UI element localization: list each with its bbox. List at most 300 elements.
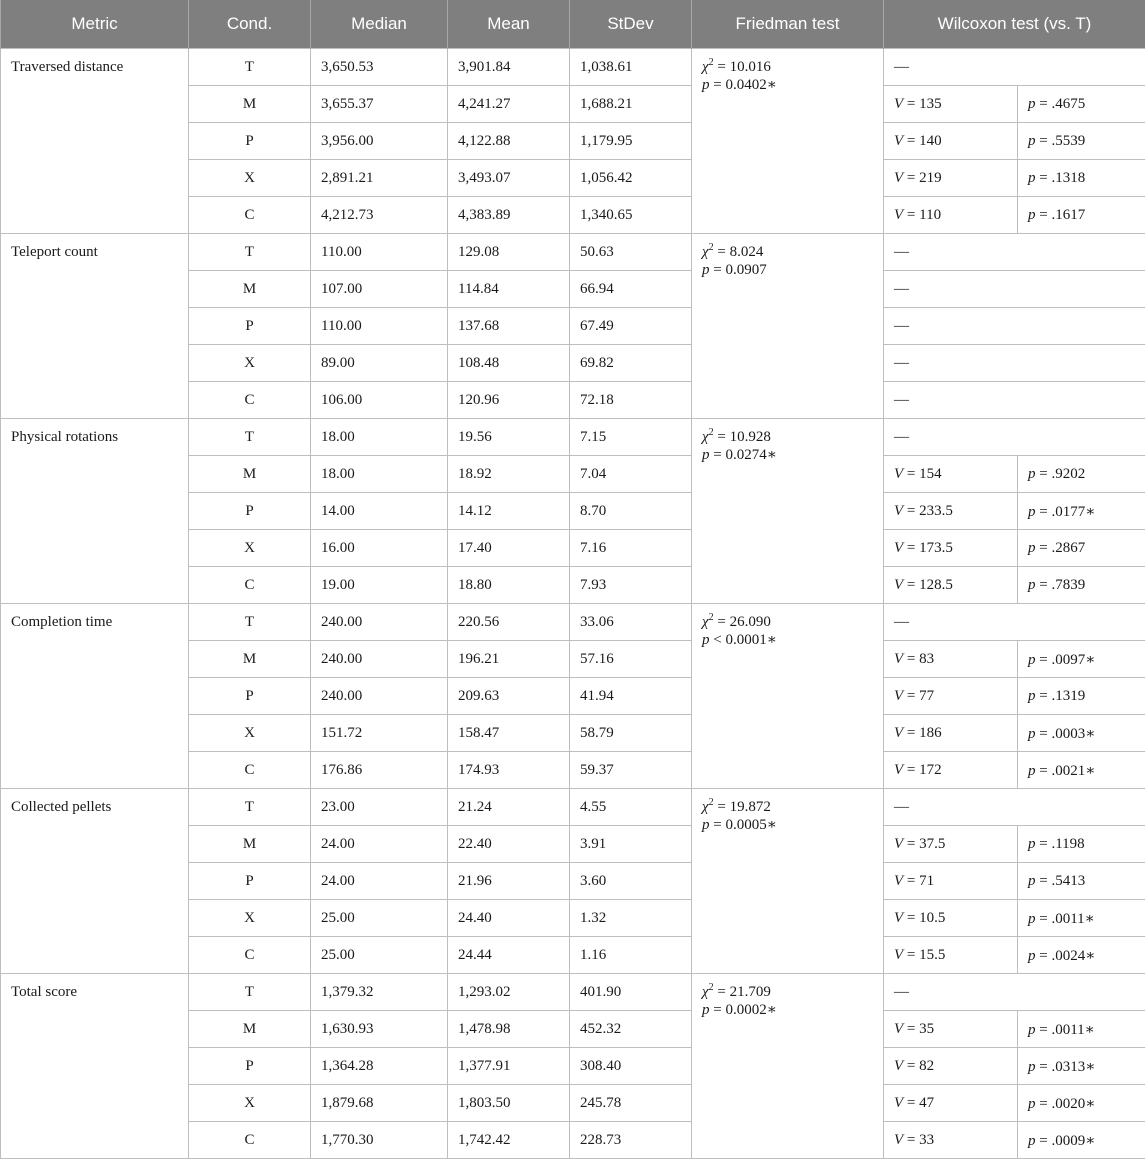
stdev-cell: 1,688.21 <box>570 86 692 123</box>
stdev-cell: 1.32 <box>570 900 692 937</box>
cond-cell: X <box>189 345 311 382</box>
wilcoxon-dash: — <box>884 604 1145 641</box>
wilcoxon-v-cell <box>884 641 1018 678</box>
cond-cell: X <box>189 1085 311 1122</box>
stdev-cell: 1,179.95 <box>570 123 692 160</box>
v-symbol: V <box>894 1131 904 1148</box>
v-value: = 71 <box>903 872 935 889</box>
v-symbol: V <box>894 465 904 482</box>
friedman-chi-line <box>702 243 873 261</box>
mean-cell: 21.24 <box>448 789 570 826</box>
chi-exponent: 2 <box>708 982 714 993</box>
v-symbol: V <box>894 576 904 593</box>
cond-cell: T <box>189 49 311 86</box>
stdev-cell: 41.94 <box>570 678 692 715</box>
v-symbol: V <box>894 1057 904 1074</box>
stdev-cell: 66.94 <box>570 271 692 308</box>
friedman-chi-line <box>702 428 873 446</box>
p-value: = .5539 <box>1035 132 1086 149</box>
median-cell: 19.00 <box>311 567 448 604</box>
wilcoxon-p-cell <box>1018 678 1145 715</box>
friedman-chi-line <box>702 58 873 76</box>
chi-symbol: χ <box>702 984 709 1000</box>
stdev-cell: 1,056.42 <box>570 160 692 197</box>
median-cell: 106.00 <box>311 382 448 419</box>
mean-cell: 22.40 <box>448 826 570 863</box>
wilcoxon-p-cell <box>1018 123 1145 160</box>
median-cell: 25.00 <box>311 937 448 974</box>
cond-cell: C <box>189 752 311 789</box>
stdev-cell: 228.73 <box>570 1122 692 1159</box>
cond-cell: T <box>189 604 311 641</box>
mean-cell: 108.48 <box>448 345 570 382</box>
p-value: = 0.0907 <box>709 262 767 278</box>
v-symbol: V <box>894 724 904 741</box>
median-cell: 25.00 <box>311 900 448 937</box>
friedman-p-line <box>702 1001 873 1019</box>
friedman-cell <box>692 234 884 419</box>
median-cell: 18.00 <box>311 456 448 493</box>
cond-cell: X <box>189 715 311 752</box>
mean-cell: 24.44 <box>448 937 570 974</box>
wilcoxon-p-cell <box>1018 160 1145 197</box>
cond-cell: P <box>189 308 311 345</box>
mean-cell: 3,493.07 <box>448 160 570 197</box>
p-symbol: p <box>1028 169 1036 186</box>
cond-cell: P <box>189 1048 311 1085</box>
v-symbol: V <box>894 835 904 852</box>
p-symbol: p <box>1028 539 1036 556</box>
wilcoxon-v-cell <box>884 1011 1018 1048</box>
p-value: = .2867 <box>1035 539 1086 556</box>
friedman-chi-line <box>702 983 873 1001</box>
friedman-cell <box>692 789 884 974</box>
wilcoxon-v-cell <box>884 715 1018 752</box>
wilcoxon-v-cell <box>884 86 1018 123</box>
chi-value: = 8.024 <box>713 244 764 260</box>
cond-cell: M <box>189 86 311 123</box>
p-value: = .0177∗ <box>1035 503 1096 520</box>
wilcoxon-p-cell <box>1018 937 1145 974</box>
mean-cell: 21.96 <box>448 863 570 900</box>
wilcoxon-p-cell <box>1018 86 1145 123</box>
chi-symbol: χ <box>702 429 709 445</box>
metric-name: Collected pellets <box>1 789 189 974</box>
p-symbol: p <box>1028 651 1036 668</box>
wilcoxon-v-cell <box>884 900 1018 937</box>
mean-cell: 120.96 <box>448 382 570 419</box>
wilcoxon-v-cell <box>884 1085 1018 1122</box>
header-row <box>1 0 1145 49</box>
table-row <box>1 234 1145 271</box>
cond-cell: P <box>189 493 311 530</box>
v-symbol: V <box>894 872 904 889</box>
stdev-cell: 33.06 <box>570 604 692 641</box>
header-stdev: StDev <box>570 0 692 49</box>
median-cell: 4,212.73 <box>311 197 448 234</box>
p-value: = .0313∗ <box>1035 1058 1096 1075</box>
p-symbol: p <box>1028 725 1036 742</box>
cond-cell: X <box>189 530 311 567</box>
p-value: = 0.0002∗ <box>709 1002 777 1018</box>
cond-cell: X <box>189 160 311 197</box>
mean-cell: 114.84 <box>448 271 570 308</box>
cond-cell: M <box>189 641 311 678</box>
chi-symbol: χ <box>702 614 709 630</box>
mean-cell: 1,293.02 <box>448 974 570 1011</box>
header-cond: Cond. <box>189 0 311 49</box>
stdev-cell: 452.32 <box>570 1011 692 1048</box>
v-value: = 37.5 <box>903 835 946 852</box>
p-value: = .0097∗ <box>1035 651 1096 668</box>
wilcoxon-v-cell <box>884 456 1018 493</box>
chi-symbol: χ <box>702 59 709 75</box>
metric-name: Traversed distance <box>1 49 189 234</box>
wilcoxon-p-cell <box>1018 826 1145 863</box>
cond-cell: P <box>189 863 311 900</box>
v-symbol: V <box>894 132 904 149</box>
mean-cell: 19.56 <box>448 419 570 456</box>
median-cell: 24.00 <box>311 863 448 900</box>
p-symbol: p <box>1028 762 1036 779</box>
table-row <box>1 974 1145 1011</box>
wilcoxon-p-cell <box>1018 197 1145 234</box>
stdev-cell: 8.70 <box>570 493 692 530</box>
mean-cell: 137.68 <box>448 308 570 345</box>
v-value: = 82 <box>903 1057 935 1074</box>
stdev-cell: 50.63 <box>570 234 692 271</box>
v-value: = 154 <box>903 465 942 482</box>
metric-name: Completion time <box>1 604 189 789</box>
median-cell: 1,879.68 <box>311 1085 448 1122</box>
v-value: = 83 <box>903 650 935 667</box>
stdev-cell: 67.49 <box>570 308 692 345</box>
mean-cell: 209.63 <box>448 678 570 715</box>
median-cell: 1,770.30 <box>311 1122 448 1159</box>
mean-cell: 1,742.42 <box>448 1122 570 1159</box>
wilcoxon-v-cell <box>884 530 1018 567</box>
chi-exponent: 2 <box>708 242 714 253</box>
wilcoxon-v-cell <box>884 493 1018 530</box>
chi-exponent: 2 <box>708 427 714 438</box>
table-row <box>1 789 1145 826</box>
wilcoxon-p-cell <box>1018 863 1145 900</box>
stdev-cell: 308.40 <box>570 1048 692 1085</box>
median-cell: 1,379.32 <box>311 974 448 1011</box>
stdev-cell: 72.18 <box>570 382 692 419</box>
p-symbol: p <box>1028 206 1036 223</box>
median-cell: 24.00 <box>311 826 448 863</box>
wilcoxon-dash: — <box>884 345 1145 382</box>
p-value: = .1198 <box>1035 835 1085 852</box>
stdev-cell: 3.91 <box>570 826 692 863</box>
wilcoxon-dash: — <box>884 382 1145 419</box>
cond-cell: P <box>189 123 311 160</box>
p-value: = .0011∗ <box>1035 910 1095 927</box>
wilcoxon-v-cell <box>884 678 1018 715</box>
stdev-cell: 7.04 <box>570 456 692 493</box>
mean-cell: 158.47 <box>448 715 570 752</box>
mean-cell: 18.92 <box>448 456 570 493</box>
v-value: = 140 <box>903 132 942 149</box>
mean-cell: 18.80 <box>448 567 570 604</box>
v-value: = 233.5 <box>903 502 953 519</box>
cond-cell: P <box>189 678 311 715</box>
p-symbol: p <box>702 77 710 93</box>
wilcoxon-p-cell <box>1018 900 1145 937</box>
p-value: = .5413 <box>1035 872 1086 889</box>
v-symbol: V <box>894 909 904 926</box>
median-cell: 110.00 <box>311 234 448 271</box>
friedman-cell <box>692 604 884 789</box>
v-symbol: V <box>894 946 904 963</box>
wilcoxon-p-cell <box>1018 493 1145 530</box>
stdev-cell: 1,340.65 <box>570 197 692 234</box>
v-symbol: V <box>894 1094 904 1111</box>
cond-cell: T <box>189 234 311 271</box>
p-value: = .0009∗ <box>1035 1132 1096 1149</box>
friedman-cell <box>692 49 884 234</box>
metric-name: Physical rotations <box>1 419 189 604</box>
p-symbol: p <box>1028 132 1036 149</box>
p-symbol: p <box>1028 95 1036 112</box>
stdev-cell: 4.55 <box>570 789 692 826</box>
v-value: = 186 <box>903 724 942 741</box>
p-symbol: p <box>1028 576 1036 593</box>
median-cell: 240.00 <box>311 641 448 678</box>
cond-cell: M <box>189 1011 311 1048</box>
wilcoxon-p-cell <box>1018 715 1145 752</box>
v-symbol: V <box>894 502 904 519</box>
friedman-p-line <box>702 631 873 649</box>
v-symbol: V <box>894 1020 904 1037</box>
chi-value: = 19.872 <box>713 799 771 815</box>
p-value: = 0.0005∗ <box>709 817 777 833</box>
chi-exponent: 2 <box>708 57 714 68</box>
p-symbol: p <box>1028 687 1036 704</box>
friedman-p-line <box>702 446 873 464</box>
chi-value: = 26.090 <box>713 614 771 630</box>
cond-cell: T <box>189 789 311 826</box>
stdev-cell: 7.93 <box>570 567 692 604</box>
stdev-cell: 69.82 <box>570 345 692 382</box>
chi-exponent: 2 <box>708 612 714 623</box>
v-symbol: V <box>894 650 904 667</box>
p-value: = .9202 <box>1035 465 1086 482</box>
v-symbol: V <box>894 169 904 186</box>
p-symbol: p <box>1028 503 1036 520</box>
v-value: = 15.5 <box>903 946 946 963</box>
mean-cell: 220.56 <box>448 604 570 641</box>
mean-cell: 196.21 <box>448 641 570 678</box>
v-symbol: V <box>894 206 904 223</box>
p-value: = .0024∗ <box>1035 947 1096 964</box>
wilcoxon-v-cell <box>884 567 1018 604</box>
mean-cell: 3,901.84 <box>448 49 570 86</box>
v-value: = 77 <box>903 687 935 704</box>
header-wilcoxon: Wilcoxon test (vs. T) <box>884 0 1145 49</box>
wilcoxon-p-cell <box>1018 1048 1145 1085</box>
table-row <box>1 419 1145 456</box>
mean-cell: 17.40 <box>448 530 570 567</box>
p-value: = .1617 <box>1035 206 1086 223</box>
stdev-cell: 59.37 <box>570 752 692 789</box>
cond-cell: C <box>189 197 311 234</box>
median-cell: 110.00 <box>311 308 448 345</box>
v-value: = 35 <box>903 1020 935 1037</box>
chi-symbol: χ <box>702 244 709 260</box>
mean-cell: 4,122.88 <box>448 123 570 160</box>
v-symbol: V <box>894 539 904 556</box>
p-value: = 0.0402∗ <box>709 77 777 93</box>
p-value: = .0021∗ <box>1035 762 1096 779</box>
median-cell: 107.00 <box>311 271 448 308</box>
wilcoxon-p-cell <box>1018 567 1145 604</box>
friedman-p-line <box>702 816 873 834</box>
friedman-cell <box>692 419 884 604</box>
wilcoxon-v-cell <box>884 1048 1018 1085</box>
wilcoxon-dash: — <box>884 49 1145 86</box>
cond-cell: M <box>189 456 311 493</box>
chi-value: = 10.016 <box>713 59 771 75</box>
p-value: = .7839 <box>1035 576 1086 593</box>
p-symbol: p <box>702 817 710 833</box>
cond-cell: C <box>189 382 311 419</box>
p-symbol: p <box>1028 1021 1036 1038</box>
wilcoxon-dash: — <box>884 789 1145 826</box>
p-value: = .4675 <box>1035 95 1086 112</box>
friedman-p-line <box>702 76 873 94</box>
stdev-cell: 401.90 <box>570 974 692 1011</box>
mean-cell: 1,377.91 <box>448 1048 570 1085</box>
median-cell: 14.00 <box>311 493 448 530</box>
cond-cell: M <box>189 271 311 308</box>
wilcoxon-dash: — <box>884 271 1145 308</box>
median-cell: 89.00 <box>311 345 448 382</box>
table-row <box>1 604 1145 641</box>
p-symbol: p <box>1028 1058 1036 1075</box>
p-value: = .0020∗ <box>1035 1095 1096 1112</box>
median-cell: 18.00 <box>311 419 448 456</box>
p-value: = .0003∗ <box>1035 725 1096 742</box>
median-cell: 151.72 <box>311 715 448 752</box>
stdev-cell: 58.79 <box>570 715 692 752</box>
wilcoxon-p-cell <box>1018 456 1145 493</box>
wilcoxon-v-cell <box>884 863 1018 900</box>
wilcoxon-dash: — <box>884 234 1145 271</box>
table-row <box>1 49 1145 86</box>
mean-cell: 1,803.50 <box>448 1085 570 1122</box>
v-symbol: V <box>894 95 904 112</box>
wilcoxon-p-cell <box>1018 1085 1145 1122</box>
median-cell: 3,655.37 <box>311 86 448 123</box>
cond-cell: T <box>189 419 311 456</box>
wilcoxon-v-cell <box>884 1122 1018 1159</box>
v-value: = 10.5 <box>903 909 946 926</box>
v-value: = 128.5 <box>903 576 953 593</box>
mean-cell: 129.08 <box>448 234 570 271</box>
mean-cell: 1,478.98 <box>448 1011 570 1048</box>
wilcoxon-p-cell <box>1018 1011 1145 1048</box>
mean-cell: 4,383.89 <box>448 197 570 234</box>
p-value: = .1319 <box>1035 687 1086 704</box>
cond-cell: M <box>189 826 311 863</box>
p-value: = 0.0274∗ <box>709 447 777 463</box>
wilcoxon-v-cell <box>884 160 1018 197</box>
v-value: = 172 <box>903 761 942 778</box>
median-cell: 23.00 <box>311 789 448 826</box>
p-symbol: p <box>1028 1132 1036 1149</box>
v-value: = 110 <box>903 206 942 223</box>
friedman-chi-line <box>702 613 873 631</box>
p-value: = .0011∗ <box>1035 1021 1095 1038</box>
header-friedman: Friedman test <box>692 0 884 49</box>
mean-cell: 14.12 <box>448 493 570 530</box>
v-symbol: V <box>894 761 904 778</box>
stdev-cell: 7.16 <box>570 530 692 567</box>
p-value: = .1318 <box>1035 169 1086 186</box>
metric-name: Total score <box>1 974 189 1159</box>
chi-exponent: 2 <box>708 797 714 808</box>
p-symbol: p <box>702 632 710 648</box>
p-value: < 0.0001∗ <box>709 632 777 648</box>
friedman-p-line <box>702 261 873 279</box>
p-symbol: p <box>1028 835 1036 852</box>
chi-value: = 10.928 <box>713 429 771 445</box>
cond-cell: T <box>189 974 311 1011</box>
v-value: = 33 <box>903 1131 935 1148</box>
header-metric: Metric <box>1 0 189 49</box>
wilcoxon-dash: — <box>884 419 1145 456</box>
friedman-cell <box>692 974 884 1159</box>
stdev-cell: 57.16 <box>570 641 692 678</box>
median-cell: 176.86 <box>311 752 448 789</box>
wilcoxon-dash: — <box>884 974 1145 1011</box>
p-symbol: p <box>1028 465 1036 482</box>
median-cell: 240.00 <box>311 678 448 715</box>
header-median: Median <box>311 0 448 49</box>
median-cell: 240.00 <box>311 604 448 641</box>
v-value: = 135 <box>903 95 942 112</box>
chi-symbol: χ <box>702 799 709 815</box>
wilcoxon-p-cell <box>1018 1122 1145 1159</box>
wilcoxon-v-cell <box>884 123 1018 160</box>
cond-cell: X <box>189 900 311 937</box>
wilcoxon-v-cell <box>884 826 1018 863</box>
median-cell: 3,956.00 <box>311 123 448 160</box>
median-cell: 3,650.53 <box>311 49 448 86</box>
metric-name: Teleport count <box>1 234 189 419</box>
stdev-cell: 3.60 <box>570 863 692 900</box>
v-value: = 173.5 <box>903 539 953 556</box>
stdev-cell: 7.15 <box>570 419 692 456</box>
p-symbol: p <box>702 262 710 278</box>
p-symbol: p <box>1028 910 1036 927</box>
median-cell: 1,364.28 <box>311 1048 448 1085</box>
v-value: = 47 <box>903 1094 935 1111</box>
median-cell: 16.00 <box>311 530 448 567</box>
chi-value: = 21.709 <box>713 984 771 1000</box>
v-value: = 219 <box>903 169 942 186</box>
mean-cell: 24.40 <box>448 900 570 937</box>
p-symbol: p <box>1028 947 1036 964</box>
mean-cell: 4,241.27 <box>448 86 570 123</box>
p-symbol: p <box>1028 872 1036 889</box>
wilcoxon-v-cell <box>884 197 1018 234</box>
median-cell: 2,891.21 <box>311 160 448 197</box>
wilcoxon-p-cell <box>1018 641 1145 678</box>
wilcoxon-dash: — <box>884 308 1145 345</box>
